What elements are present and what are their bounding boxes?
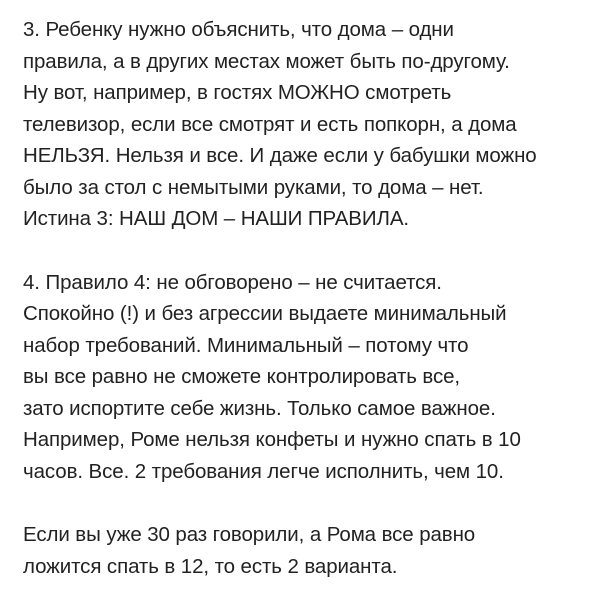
text-line: часов. Все. 2 требования легче исполнить, чем 10. — [23, 459, 504, 483]
text-line: было за стол с немытыми руками, то дома – нет. — [23, 175, 484, 199]
text-line: зато испортите себе жизнь. Только самое важное. — [23, 396, 496, 420]
text-line: Ну вот, например, в гостях МОЖНО смотреть — [23, 81, 452, 104]
text-line: Спокойно (!) и без агрессии выдаете минимальный — [23, 302, 507, 325]
text-line: телевизор, если все смотрят и есть попкорн, а дома — [23, 112, 517, 136]
paragraph-closing — [23, 519, 579, 582]
text-line: Например, Роме нельзя конфеты и нужно спать в 10 — [23, 428, 521, 451]
paragraph-rule-4 — [23, 267, 579, 488]
text-line: вы все равно не сможете контролировать все, — [23, 365, 461, 388]
text-line: 3. Ребенку нужно объяснить, что дома – одни — [23, 18, 454, 41]
paragraph-rule-3 — [23, 14, 579, 235]
text-line: ложится спать в 12, то есть 2 варианта. — [23, 554, 398, 578]
text-line: 4. Правило 4: не обговорено – не считается. — [23, 270, 442, 294]
text-line: набор требований. Минимальный – потому что — [23, 333, 469, 357]
text-line: Истина 3: НАШ ДОМ – НАШИ ПРАВИЛА. — [23, 207, 410, 230]
text-line: НЕЛЬЗЯ. Нельзя и все. И даже если у бабушки можно — [23, 144, 537, 167]
text-line: правила, а в других местах может быть по-другому. — [23, 49, 510, 73]
text-line: Если вы уже 30 раз говорили, а Рома все равно — [23, 523, 476, 546]
